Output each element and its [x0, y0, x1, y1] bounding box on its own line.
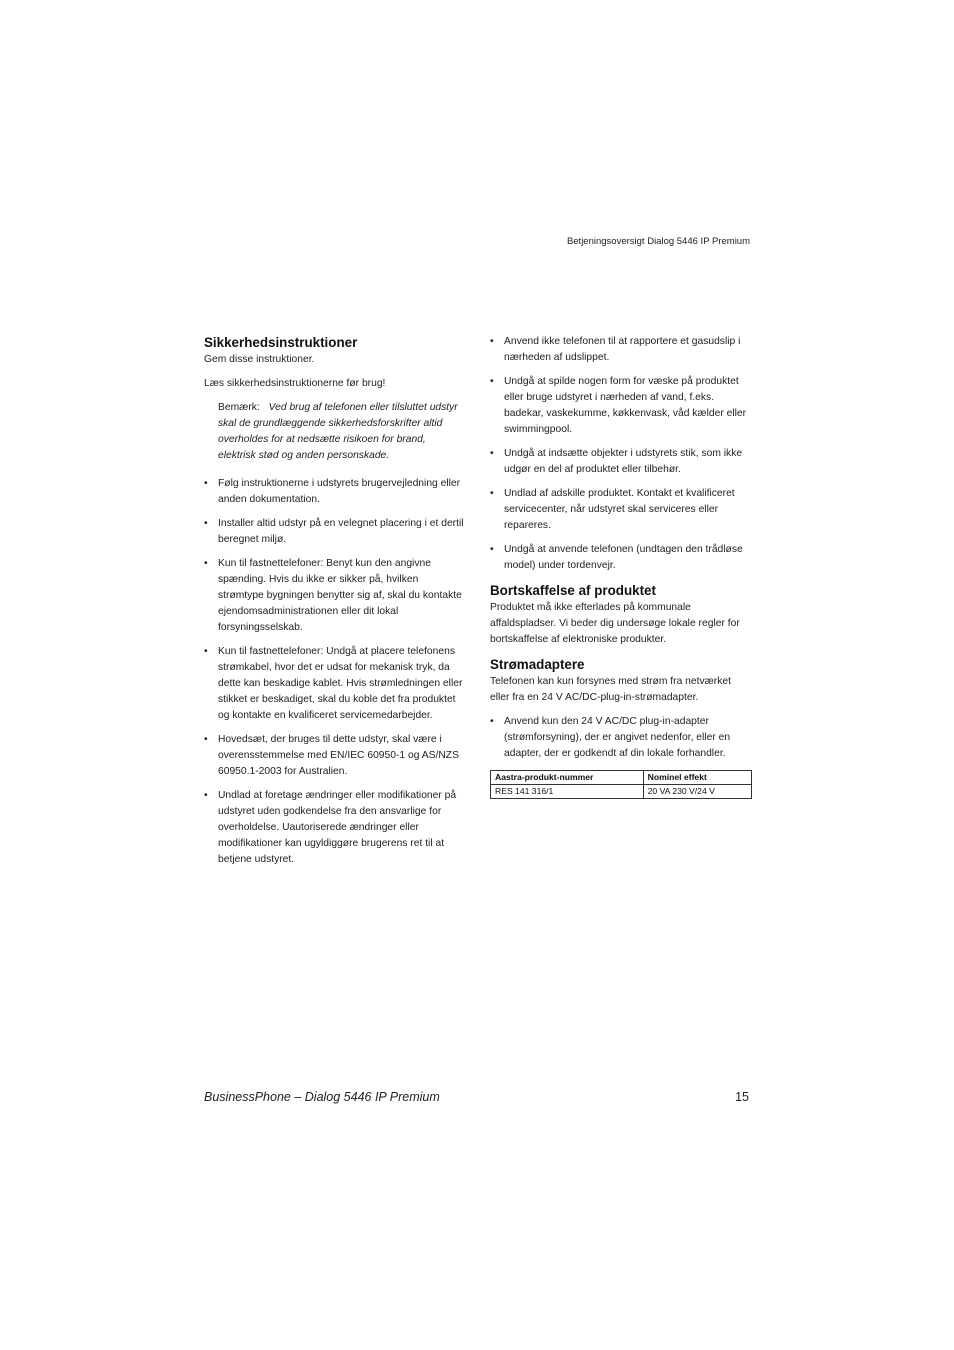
list-item: • Kun til fastnettelefoner: Undgå at placere telefonens strømkabel, hvor det er udsat for mekanisk tryk, da dette kan beskadige kablet. Hvis strømledningen eller stikket er beskadiget, skal du koble det fra produktet og kontakte en kvalificeret servicemedarbejder.	[204, 646, 463, 721]
footer-title: BusinessPhone – Dialog 5446 IP Premium	[204, 1090, 440, 1104]
adapter-spec-table	[490, 770, 752, 799]
intro-text-2: Læs sikkerhedsinstruktionerne før brug!	[204, 378, 386, 389]
list-item: • Hovedsæt, der bruges til dette udstyr, skal være i overensstemmelse med EN/IEC 60950-1 og AS/NZS 60950.1-2003 for Australien.	[204, 734, 459, 777]
list-item: • Undgå at indsætte objekter i udstyrets stik, som ikke udgør en del af produktet eller tilbehør.	[490, 448, 743, 475]
power-bullet-list	[490, 714, 752, 762]
table-cell: RES 141 316/1	[491, 785, 644, 799]
page-number: 15	[735, 1090, 749, 1104]
intro-text-1: Gem disse instruktioner.	[204, 354, 315, 365]
table-header-cell: Nominel effekt	[643, 771, 751, 785]
running-header: Betjeningsoversigt Dialog 5446 IP Premium	[566, 236, 750, 247]
table-header-cell: Aastra-produkt-nummer	[491, 771, 644, 785]
safety-bullet-list-right	[490, 334, 752, 574]
safety-heading: Sikkerhedsinstruktioner	[204, 335, 358, 350]
list-item: • Anvend kun den 24 V AC/DC plug-in-adapter (strømforsyning), der er angivet nedenfor, eller en adapter, der er godkendt af din lokale forhandler.	[490, 716, 731, 759]
note-text: Ved brug af telefonen eller tilsluttet udstyr skal de grundlæggende sikkerhedsforskrifter altid overholdes for at nedsætte risikoen for brand, elektrisk stød og anden personskade.	[218, 402, 458, 461]
list-item: • Undlad at foretage ændringer eller modifikationer på udstyret uden godkendelse fra den ansvarlige for overholdelse. Uautoriserede ændringer eller modifikationer kan ugyldiggøre brugerens ret til at betjene udstyret.	[204, 790, 457, 865]
list-item: • Følg instruktionerne i udstyrets brugervejledning eller anden dokumentation.	[204, 478, 461, 505]
disposal-heading: Bortskaffelse af produktet	[490, 583, 656, 598]
power-adapter-heading: Strømadaptere	[490, 657, 585, 672]
note-label: Bemærk:	[218, 402, 260, 413]
power-adapter-text: Telefonen kan kun forsynes med strøm fra netværket eller fra en 24 V AC/DC-plug-in-strømadapter.	[490, 676, 731, 703]
note-block	[218, 400, 466, 464]
table-header-row	[491, 771, 752, 785]
list-item: • Undgå at anvende telefonen (undtagen den trådløse model) under tordenvejr.	[490, 544, 743, 571]
list-item: • Undlad af adskille produktet. Kontakt et kvalificeret servicecenter, når udstyret skal serviceres eller repareres.	[490, 488, 735, 531]
safety-bullet-list-left	[204, 476, 466, 868]
right-column	[490, 334, 752, 799]
list-item: • Kun til fastnettelefoner: Benyt kun den angivne spænding. Hvis du ikke er sikker på, hvilken strømtype bygningen benytter sig af, skal du kontakte ejendomsadministrationen eller dit lokal forsyningsselskab.	[204, 558, 462, 633]
list-item: • Installer altid udstyr på en velegnet placering i et dertil beregnet miljø.	[204, 518, 464, 545]
table-row	[491, 785, 752, 799]
disposal-text: Produktet må ikke efterlades på kommunale affaldspladser. Vi beder dig undersøge lokale regler for bortskaffelse af elektroniske produkter.	[490, 602, 740, 645]
list-item: • Undgå at spilde nogen form for væske på produktet eller bruge udstyret i nærheden af vand, f.eks. badekar, vaskekumme, køkkenvask, våd kælder eller swimmingpool.	[490, 376, 747, 435]
list-item: • Anvend ikke telefonen til at rapportere et gasudslip i nærheden af udslippet.	[490, 336, 741, 363]
left-column	[204, 334, 466, 876]
table-cell: 20 VA 230 V/24 V	[643, 785, 751, 799]
